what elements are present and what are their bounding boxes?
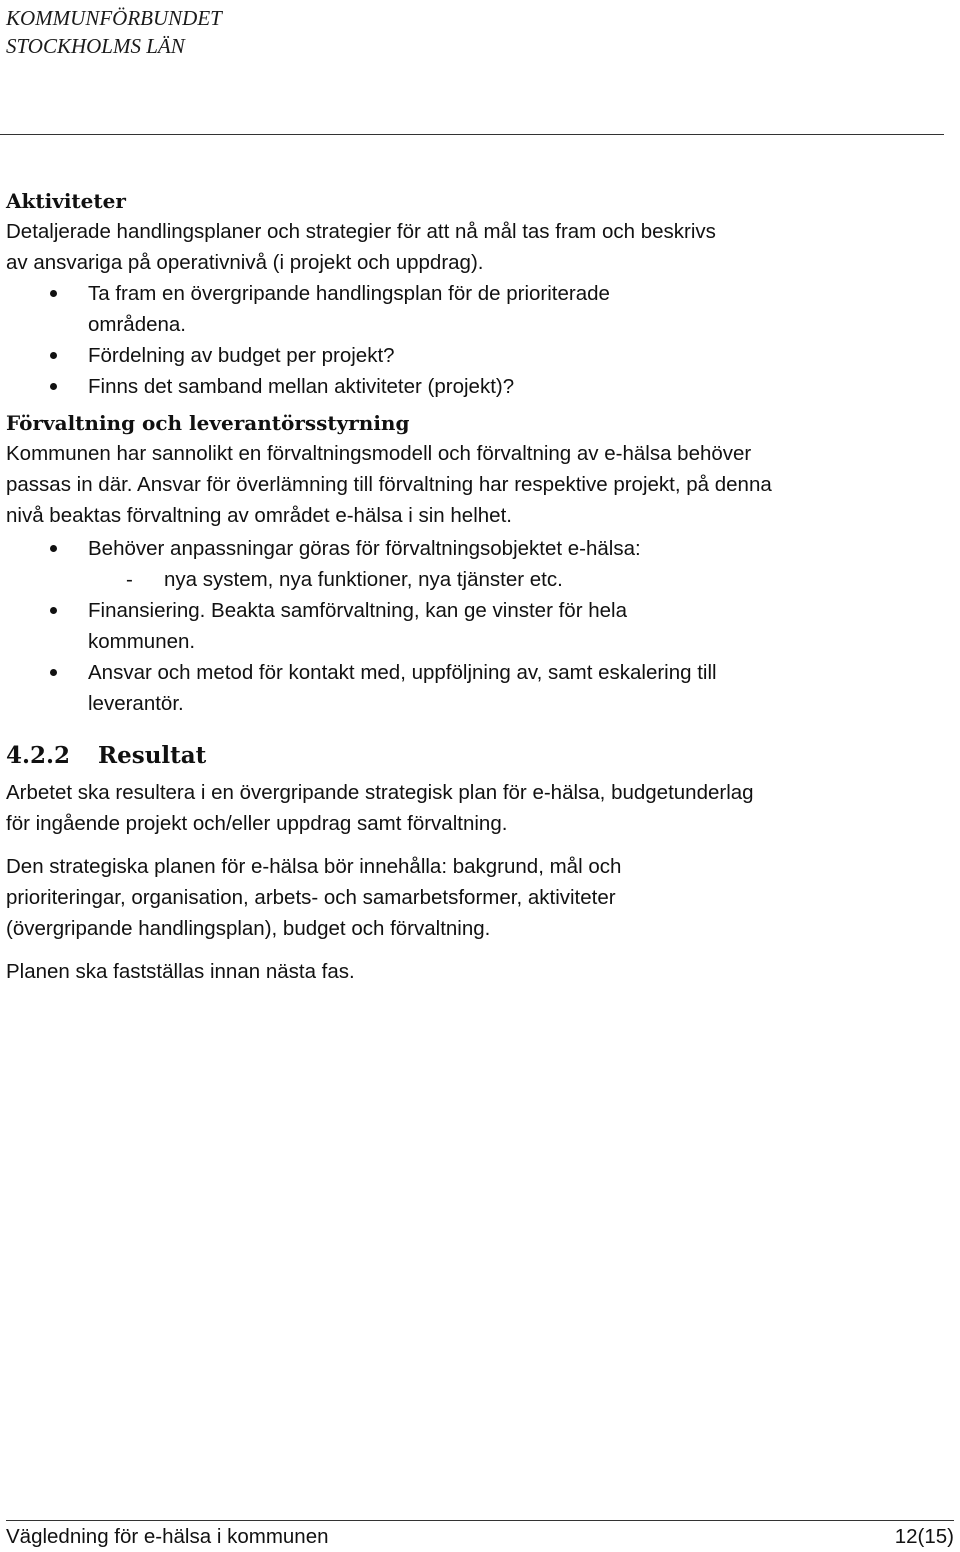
sub-list-item xyxy=(6,564,936,595)
bullet-icon xyxy=(50,545,57,552)
list-item-text: Fördelning av budget per projekt? xyxy=(88,344,395,367)
forvaltning-intro: Kommunen har sannolikt en förvaltningsmodell och förvaltning av e-hälsa behöver passas in där. Ansvar för överlämning till förvaltning har respektive projekt, på denna nivå beaktas förvaltning av området e-hälsa i sin helhet. xyxy=(6,442,772,527)
list-item xyxy=(6,371,706,402)
section-title: Resultat xyxy=(98,742,207,769)
list-item xyxy=(6,595,728,657)
heading-aktiviteter: Aktiviteter xyxy=(6,189,126,213)
heading-forvaltning: Förvaltning och leverantörsstyrning xyxy=(6,411,410,435)
resultat-paragraph-2: Den strategiska planen för e-hälsa bör innehålla: bakgrund, mål och prioriteringar, organisation, arbets- och samarbetsformer, aktiviteter (övergripande handlingsplan), budget och förvaltning. xyxy=(6,855,622,940)
aktiviteter-list xyxy=(6,278,706,402)
list-item-text: Ansvar och metod för kontakt med, uppföljning av, samt eskalering till leverantör. xyxy=(88,661,717,715)
list-item-text: Behöver anpassningar göras för förvaltningsobjektet e-hälsa: xyxy=(88,537,641,560)
org-line-2: STOCKHOLMS LÄN xyxy=(6,34,185,58)
resultat-paragraph-1: Arbetet ska resultera i en övergripande strategisk plan för e-hälsa, budgetunderlag för ingående projekt och/eller uppdrag samt förvaltning. xyxy=(6,781,754,835)
page-footer xyxy=(6,1520,954,1551)
page-body xyxy=(6,186,936,987)
bullet-icon xyxy=(50,383,57,390)
bullet-icon xyxy=(50,607,57,614)
heading-resultat xyxy=(6,741,936,771)
list-item xyxy=(6,533,806,564)
aktiviteter-intro: Detaljerade handlingsplaner och strategier för att nå mål tas fram och beskrivs av ansvariga på operativnivå (i projekt och uppdrag). xyxy=(6,220,716,274)
resultat-paragraph-3: Planen ska fastställas innan nästa fas. xyxy=(6,960,355,983)
bullet-icon xyxy=(50,352,57,359)
forvaltning-list-continued xyxy=(6,595,806,719)
page-number: 12(15) xyxy=(894,1525,954,1548)
organization-name xyxy=(6,4,222,60)
section-number: 4.2.2 xyxy=(6,742,71,769)
list-item xyxy=(6,657,798,719)
list-item-text: Finns det samband mellan aktiviteter (projekt)? xyxy=(88,375,515,398)
list-item-text: Ta fram en övergripande handlingsplan för de prioriterade områdena. xyxy=(88,282,610,336)
sub-list-item-text: nya system, nya funktioner, nya tjänster etc. xyxy=(164,568,563,591)
bullet-icon xyxy=(50,669,57,676)
header-rule xyxy=(0,134,944,135)
org-line-1: KOMMUNFÖRBUNDET xyxy=(6,6,222,30)
dash-marker: - xyxy=(126,568,133,591)
bullet-icon xyxy=(50,290,57,297)
list-item xyxy=(6,278,706,340)
list-item-text: Finansiering. Beakta samförvaltning, kan ge vinster för hela kommunen. xyxy=(88,599,627,653)
list-item xyxy=(6,340,706,371)
forvaltning-list xyxy=(6,533,806,564)
footer-title: Vägledning för e-hälsa i kommunen xyxy=(6,1525,329,1548)
